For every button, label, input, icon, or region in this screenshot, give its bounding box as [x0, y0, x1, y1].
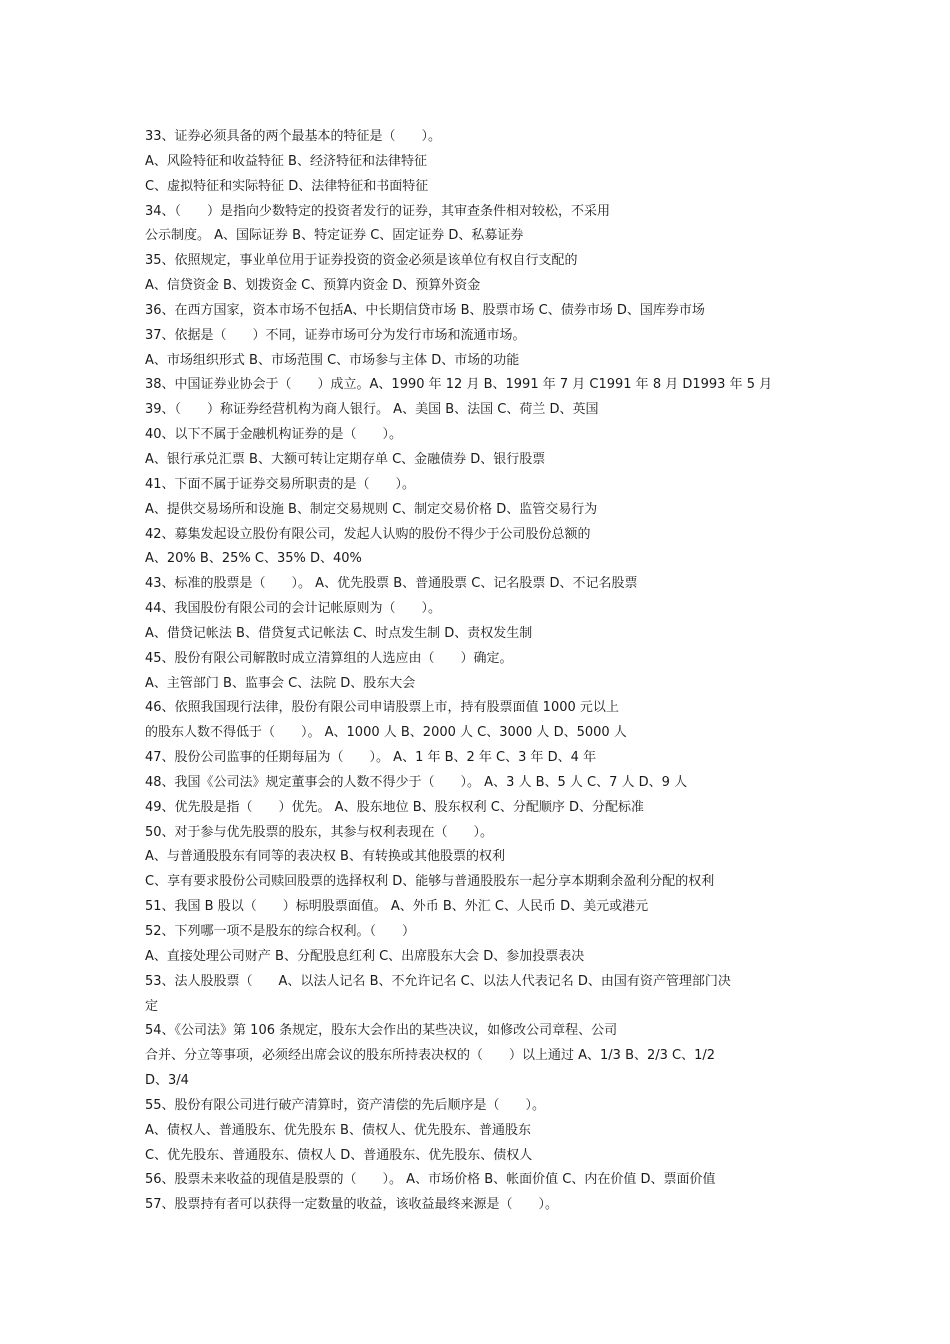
text-line: A、银行承兑汇票 B、大额可转让定期存单 C、金融债券 D、银行股票 — [145, 451, 546, 467]
text-line: A、市场组织形式 B、市场范围 C、市场参与主体 D、市场的功能 — [145, 352, 520, 368]
text-line: 40、以下不属于金融机构证券的是（ ）。 — [145, 427, 403, 443]
text-line: A、与普通股股东有同等的表决权 B、有转换或其他股票的权利 — [145, 849, 505, 865]
text-line: 56、股票未来收益的现值是股票的（ ）。 A、市场价格 B、帐面价值 C、内在价值 D、票面价值 — [145, 1172, 716, 1188]
text-line: 48、我国《公司法》规定董事会的人数不得少于（ ）。 A、3 人 B、5 人 C、7 人 D、9 人 — [145, 774, 688, 790]
text-line: 51、我国 B 股以（ ）标明股票面值。 A、外币 B、外汇 C、人民币 D、美元或港元 — [145, 899, 649, 915]
text-line: 50、对于参与优先股票的股东，其参与权利表现在（ ）。 — [145, 824, 494, 840]
text-line: C、虚拟特征和实际特征 D、法律特征和书面特征 — [145, 178, 429, 194]
text-line: 43、标准的股票是（ ）。 A、优先股票 B、普通股票 C、记名股票 D、不记名股票 — [145, 576, 638, 592]
text-line: A、借贷记帐法 B、借贷复式记帐法 C、时点发生制 D、责权发生制 — [145, 625, 533, 641]
text-line: A、信贷资金 B、划拨资金 C、预算内资金 D、预算外资金 — [145, 278, 481, 294]
text-line: 54、《公司法》第 106 条规定，股东大会作出的某些决议，如修改公司章程、公司 — [145, 1023, 618, 1039]
text-line: A、债权人、普通股东、优先股东 B、债权人、优先股东、普通股东 — [145, 1122, 531, 1138]
text-line: 39、（ ）称证券经营机构为商人银行。 A、美国 B、法国 C、荷兰 D、英国 — [145, 402, 599, 418]
text-line: 35、依照规定，事业单位用于证券投资的资金必须是该单位有权自行支配的 — [145, 253, 578, 269]
text-line: C、优先股东、普通股东、债权人 D、普通股东、优先股东、债权人 — [145, 1147, 533, 1163]
text-line: 37、依据是（ ）不同，证券市场可分为发行市场和流通市场。 — [145, 327, 526, 343]
text-line: 47、股份公司监事的任期每届为（ ）。 A、1 年 B、2 年 C、3 年 D、4 年 — [145, 750, 597, 766]
text-line: A、20% B、25% C、35% D、40% — [145, 551, 362, 567]
text-line: 44、我国股份有限公司的会计记帐原则为（ ）。 — [145, 601, 442, 617]
text-line: A、风险特征和收益特征 B、经济特征和法律特征 — [145, 153, 427, 169]
text-line: 57、股票持有者可以获得一定数量的收益，该收益最终来源是（ ）。 — [145, 1197, 559, 1213]
text-line: A、提供交易场所和设施 B、制定交易规则 C、制定交易价格 D、监管交易行为 — [145, 501, 598, 517]
text-line: 38、中国证券业协会于（ ）成立。A、1990 年 12 月 B、1991 年 7 月 C1991 年 8 月 D1993 年 5 月 — [145, 377, 773, 393]
text-line: 42、募集发起设立股份有限公司，发起人认购的股份不得少于公司股份总额的 — [145, 526, 591, 542]
text-line: 55、股份有限公司进行破产清算时，资产清偿的先后顺序是（ ）。 — [145, 1097, 546, 1113]
text-line: 52、下列哪一项不是股东的综合权利。（ ） — [145, 924, 416, 939]
text-line: 49、优先股是指（ ）优先。 A、股东地位 B、股东权利 C、分配顺序 D、分配标准 — [145, 799, 644, 815]
text-line: C、享有要求股份公司赎回股票的选择权利 D、能够与普通股股东一起分享本期剩余盈利分配的权利 — [145, 874, 715, 890]
text-line: 34、（ ）是指向少数特定的投资者发行的证券，其审查条件相对较松，不采用 — [145, 203, 611, 219]
text-line: 36、在西方国家，资本市场不包括A、中长期信贷市场 B、股票市场 C、债券市场 D、国库券市场 — [145, 302, 705, 318]
text-line: A、直接处理公司财产 B、分配股息红利 C、出席股东大会 D、参加投票表决 — [145, 948, 585, 964]
text-line: 公示制度。 A、国际证券 B、特定证券 C、固定证券 D、私募证券 — [145, 228, 524, 244]
text-line: A、主管部门 B、监事会 C、法院 D、股东大会 — [145, 675, 416, 691]
text-line: 53、法人股股票（ A、以法人记名 B、不允许记名 C、以法人代表记名 D、由国有资产管理部门决 — [145, 973, 731, 989]
text-line: D、3/4 — [145, 1073, 189, 1089]
text-line: 45、股份有限公司解散时成立清算组的人选应由（ ）确定。 — [145, 650, 513, 666]
text-line: 定 — [145, 998, 159, 1014]
question-text-block — [145, 125, 815, 1218]
text-line: 46、依照我国现行法律，股份有限公司申请股票上市，持有股票面值 1000 元以上 — [145, 700, 619, 716]
text-line: 41、下面不属于证券交易所职责的是（ ）。 — [145, 476, 416, 492]
text-line: 的股东人数不得低于（ ）。 A、1000 人 B、2000 人 C、3000 人 D、5000 人 — [145, 725, 627, 741]
text-line: 合并、分立等事项，必须经出席会议的股东所持表决权的（ ）以上通过 A、1/3 B、2/3 C、1/2 — [145, 1048, 716, 1064]
text-line: 33、证券必须具备的两个最基本的特征是（ ）。 — [145, 129, 442, 144]
